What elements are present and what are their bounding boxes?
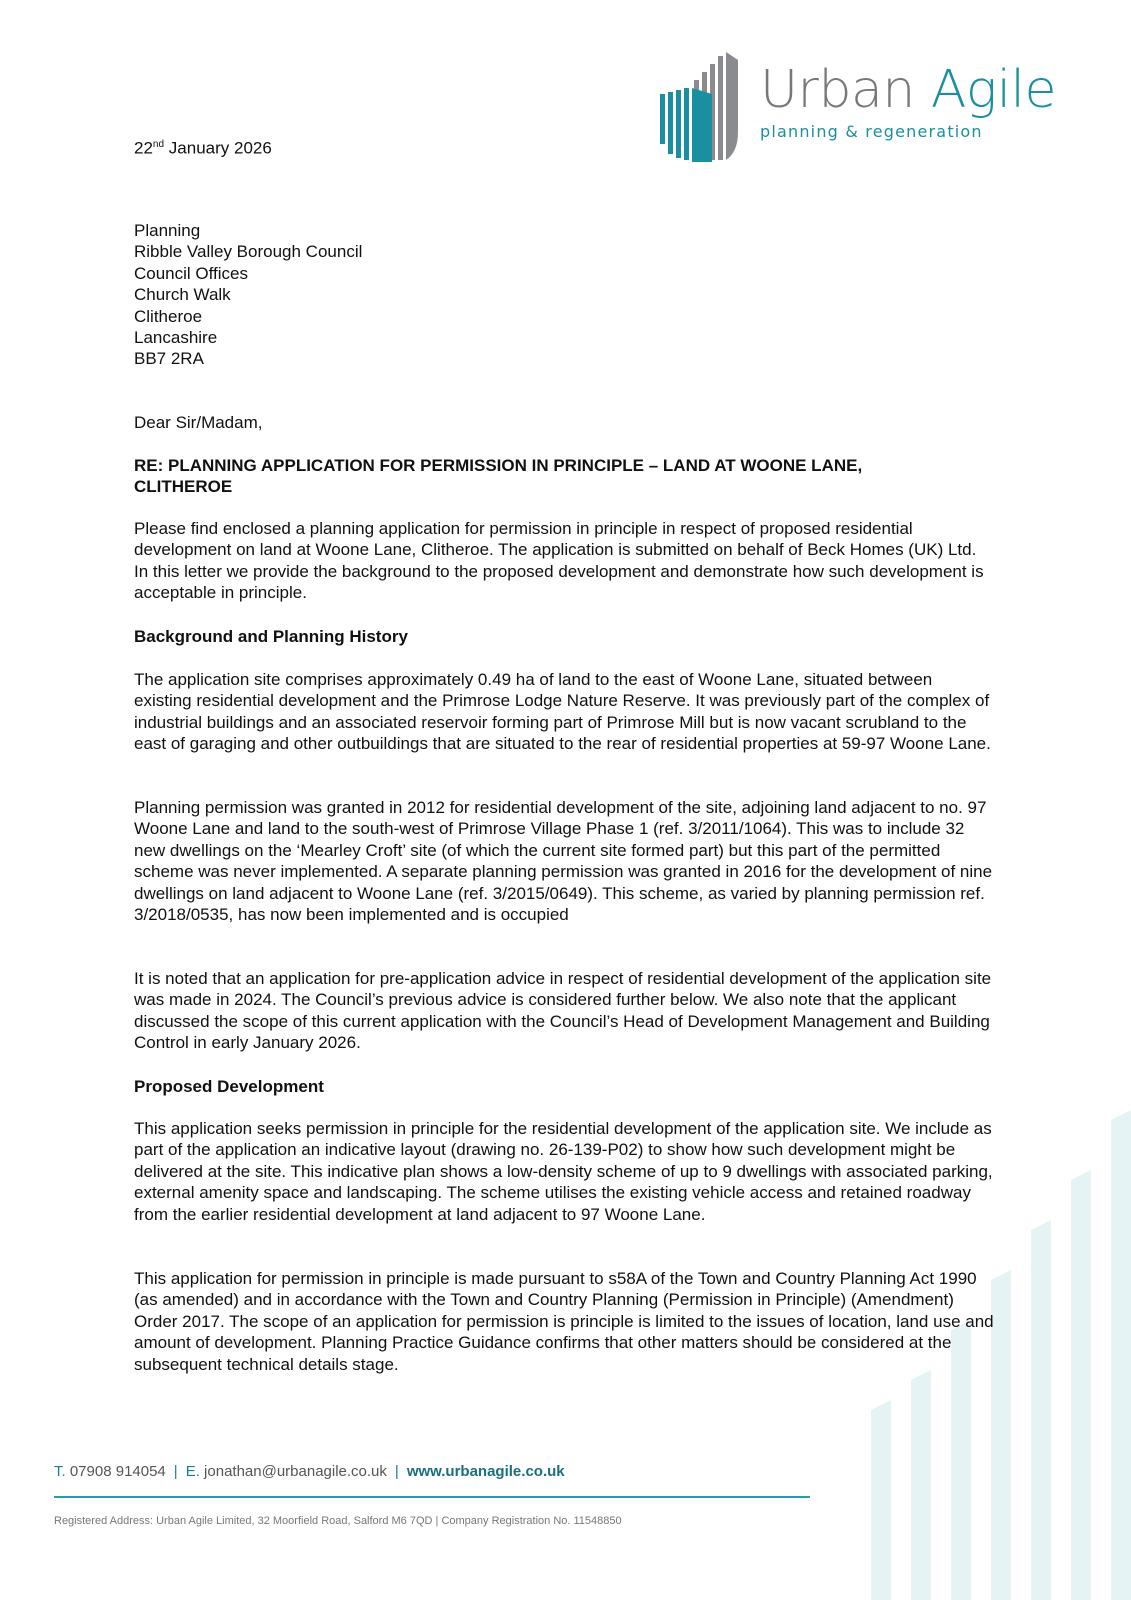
recipient-address [134,220,994,370]
paragraph: Planning permission was granted in 2012 for residential development of the site, adjoining land adjacent to no. 97 Woone Lane and land to the south-west of Primrose Village Phase 1 (ref. 3/2011/1064). This was to include 32 new dwellings on the ‘Mearley Croft’ site (of which the current site formed part) but this part of the permitted scheme was never implemented. A separate planning permission was granted in 2016 for the development of nine dwellings on land adjacent to Woone Lane (ref. 3/2015/0649). This scheme, as varied by planning permission ref. 3/2018/0535, has now been implemented and is occupied [134,798,993,925]
logo-name-urban: Urban [760,60,915,120]
address-line: Council Offices [134,263,249,283]
footer-contact: T. 07908 914054 | E. jonathan@urbanagile.co.uk | www.urbanagile.co.uk [54,1463,565,1480]
section-heading: Background and Planning History [134,627,408,646]
section-heading: Proposed Development [134,1077,324,1096]
logo-wordmark [760,60,1056,120]
logo-tagline: planning & regeneration [760,122,983,141]
logo-name-agile: Agile [930,60,1056,120]
paragraph: This application seeks permission in principle for the residential development of the application site. We include as part of the application an indicative layout (drawing no. 26-139-P02) to show how such development might be delivered at the site. This indicative plan shows a low-density scheme of up to 9 dwellings with associated parking, external amenity space and landscaping. The scheme utilises the existing vehicle access and retained roadway from the earlier residential development at land adjacent to 97 Woone Lane. [134,1119,993,1224]
address-line: BB7 2RA [134,349,204,369]
paragraph: The application site comprises approximately 0.49 ha of land to the east of Woone Lane, situated between existing residential development and the Primrose Lodge Nature Reserve. It was previously part of the complex of industrial buildings and an associated reservoir forming part of Primrose Mill but is now vacant scrubland to the east of garaging and other outbuildings that are situated to the rear of residential properties at 59-97 Woone Lane. [134,670,991,754]
subject-line: RE: PLANNING APPLICATION FOR PERMISSION IN PRINCIPLE – LAND AT WOONE LANE, CLITHEROE [134,456,863,497]
address-line: Church Walk [134,285,231,305]
paragraph: This application for permission in principle is made pursuant to s58A of the Town and Country Planning Act 1990 (as amended) and in accordance with the Town and Country Planning (Permission in Principle) (Amendment) Order 2017. The scope of an application for permission is principle is limited to the issues of location, land use and amount of development. Planning Practice Guidance confirms that other matters should be considered at the subsequent technical details stage. [134,1269,994,1374]
salutation: Dear Sir/Madam, [134,413,263,432]
footer-email[interactable]: jonathan@urbanagile.co.uk [204,1463,387,1480]
footer-phone: 07908 914054 [69,1463,166,1480]
footer-divider [54,1496,810,1498]
letter-date: 22nd January 2026 [134,138,272,158]
footer-registered-address: Registered Address: Urban Agile Limited, 32 Moorfield Road, Salford M6 7QD | Company Registration No. 11548850 [54,1515,622,1527]
address-line: Lancashire [134,328,218,348]
paragraph: Please find enclosed a planning application for permission in principle in respect of proposed residential development on land at Woone Lane, Clitheroe. The application is submitted on behalf of Beck Homes (UK) Ltd. In this letter we provide the background to the proposed development and demonstrate how such development is acceptable in principle. [134,519,984,603]
address-line: Clitheroe [134,306,203,326]
address-line: Planning [134,221,201,240]
address-line: Ribble Valley Borough Council [134,242,363,262]
paragraph: It is noted that an application for pre-application advice in respect of residential development of the application site was made in 2024. The Council’s previous advice is considered further below. We also note that the applicant discussed the scope of this current application with the Council’s Head of Development Management and Building Control in early January 2026. [134,969,992,1053]
footer-website[interactable]: www.urbanagile.co.uk [406,1463,565,1480]
